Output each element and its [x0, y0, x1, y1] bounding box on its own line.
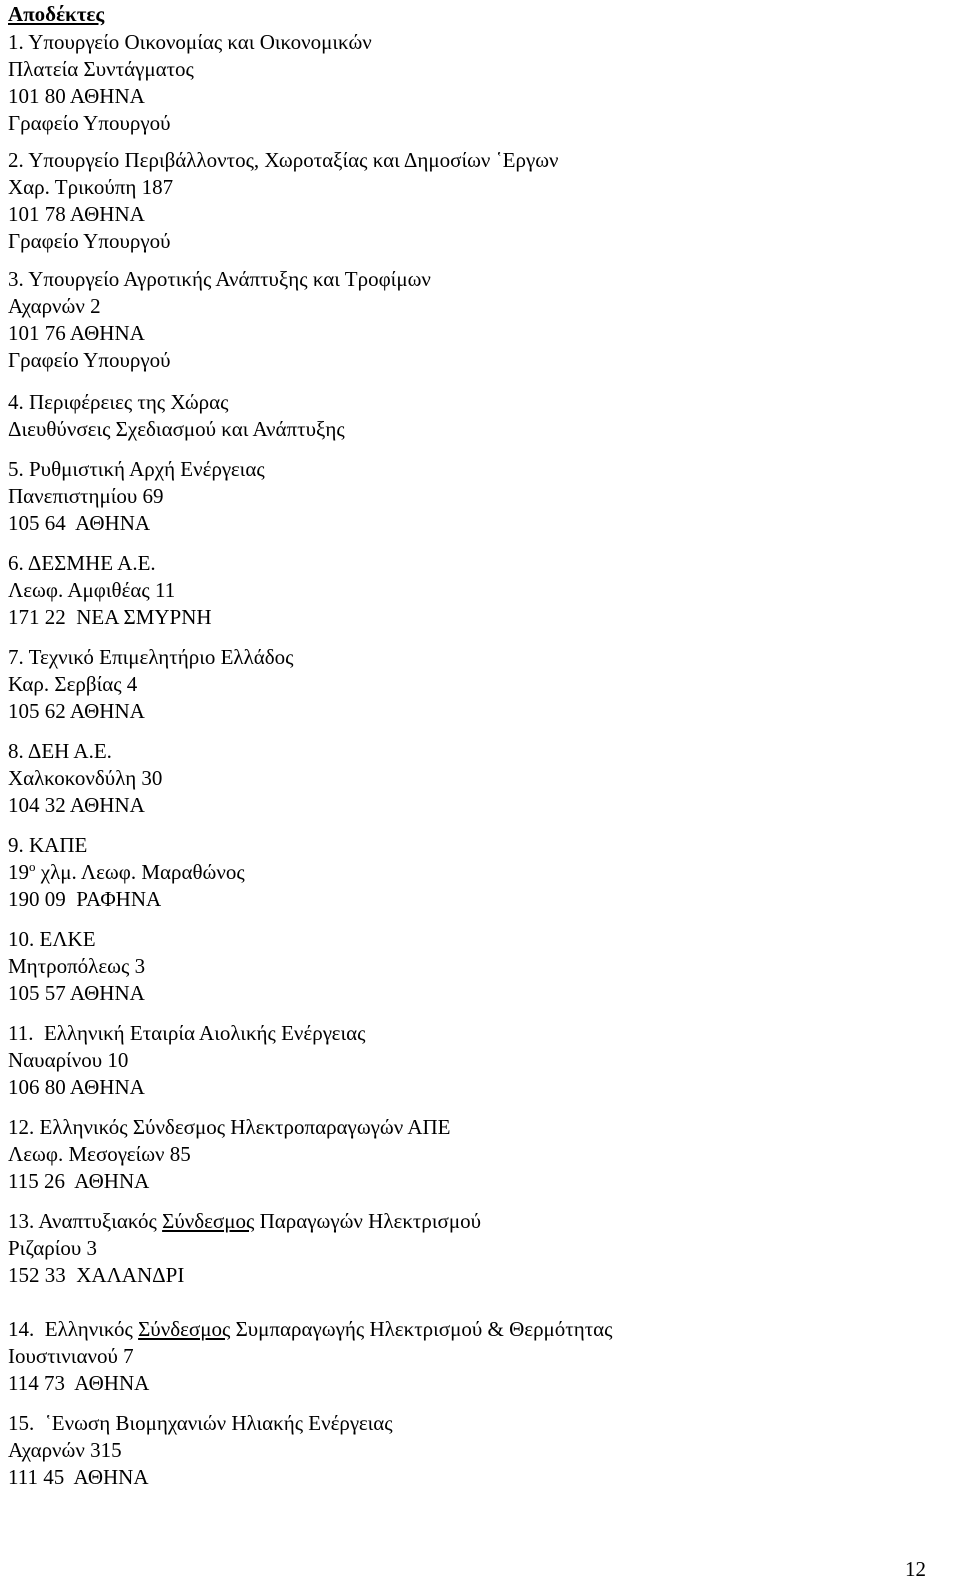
recipient-3-title: 3. Υπουργείο Αγροτικής Ανάπτυξης και Τροφίμων — [8, 267, 431, 291]
recipient-12-line-2: 115 26 ΑΘΗΝΑ — [8, 1169, 150, 1193]
recipient-3-line-1: Αχαρνών 2 — [8, 294, 101, 318]
recipient-6-line-1: Λεωφ. Αμφιθέας 11 — [8, 578, 176, 602]
document-page — [8, 0, 948, 1594]
recipient-2-line-1: Χαρ. Τρικούπη 187 — [8, 175, 174, 199]
recipient-12-line-1: Λεωφ. Μεσογείων 85 — [8, 1142, 191, 1166]
recipient-14-title-suffix: Συμπαραγωγής Ηλεκτρισμού & Θερμότητας — [230, 1317, 613, 1341]
recipient-14-line-2: 114 73 ΑΘΗΝΑ — [8, 1371, 150, 1395]
recipient-2-line-2: 101 78 ΑΘΗΝΑ — [8, 202, 145, 226]
recipient-8-line-2: 104 32 ΑΘΗΝΑ — [8, 793, 145, 817]
recipient-10-line-1: Μητροπόλεως 3 — [8, 954, 146, 978]
recipient-11-title: 11. Ελληνική Εταιρία Αιολικής Ενέργειας — [8, 1021, 366, 1045]
recipient-6-title: 6. ΔΕΣΜΗΕ Α.Ε. — [8, 551, 156, 575]
recipient-9-address — [8, 860, 245, 885]
recipient-13-title — [8, 1209, 481, 1234]
recipient-10-title: 10. ΕΛΚΕ — [8, 927, 96, 951]
recipient-4-line-1: Διευθύνσεις Σχεδιασμού και Ανάπτυξης — [8, 417, 345, 441]
recipient-4-title: 4. Περιφέρειες της Χώρας — [8, 390, 229, 414]
recipient-14-title-underlined: Σύνδεσμος — [138, 1317, 231, 1341]
recipient-15-line-2: 111 45 ΑΘΗΝΑ — [8, 1465, 149, 1489]
recipients-heading: Αποδέκτες — [8, 2, 105, 26]
recipient-2-line-3: Γραφείο Υπουργού — [8, 229, 171, 253]
recipient-5-line-1: Πανεπιστημίου 69 — [8, 484, 164, 508]
recipient-11-line-2: 106 80 ΑΘΗΝΑ — [8, 1075, 145, 1099]
recipient-10-line-2: 105 57 ΑΘΗΝΑ — [8, 981, 145, 1005]
recipient-7-line-1: Καρ. Σερβίας 4 — [8, 672, 138, 696]
recipient-15-title: 15. ῾Ενωση Βιομηχανιών Ηλιακής Ενέργειας — [8, 1411, 393, 1435]
recipient-13-line-1: Ριζαρίου 3 — [8, 1236, 98, 1260]
recipient-5-title: 5. Ρυθμιστική Αρχή Ενέργειας — [8, 457, 265, 481]
recipient-9-line-1: 190 09 ΡΑΦΗΝΑ — [8, 887, 162, 911]
recipient-14-title-prefix: 14. Ελληνικός — [8, 1317, 139, 1341]
page-number: 12 — [905, 1557, 926, 1581]
recipient-5-line-2: 105 64 ΑΘΗΝΑ — [8, 511, 151, 535]
recipient-8-line-1: Χαλκοκονδύλη 30 — [8, 766, 163, 790]
km-number: 19 — [8, 860, 29, 884]
recipient-13-title-prefix: 13. Αναπτυξιακός — [8, 1209, 163, 1233]
recipient-9-title: 9. ΚΑΠΕ — [8, 833, 88, 857]
recipient-2-title: 2. Υπουργείο Περιβάλλοντος, Χωροταξίας και Δημοσίων ῾Εργων — [8, 148, 559, 172]
recipient-7-line-2: 105 62 ΑΘΗΝΑ — [8, 699, 145, 723]
ordinal-superscript: ο — [29, 859, 36, 874]
recipient-1-line-1: Πλατεία Συντάγματος — [8, 57, 194, 81]
recipient-13-title-suffix: Παραγωγών Ηλεκτρισμού — [254, 1209, 481, 1233]
recipient-1-title: 1. Υπουργείο Οικονομίας και Οικονομικών — [8, 30, 372, 54]
recipient-1-line-3: Γραφείο Υπουργού — [8, 111, 171, 135]
recipient-14-title — [8, 1317, 613, 1342]
recipient-1-line-2: 101 80 ΑΘΗΝΑ — [8, 84, 145, 108]
recipient-7-title: 7. Τεχνικό Επιμελητήριο Ελλάδος — [8, 645, 294, 669]
recipient-15-line-1: Αχαρνών 315 — [8, 1438, 122, 1462]
km-road: χλμ. Λεωφ. Μαραθώνος — [35, 860, 245, 884]
recipient-6-line-2: 171 22 ΝΕΑ ΣΜΥΡΝΗ — [8, 605, 212, 629]
recipient-12-title: 12. Ελληνικός Σύνδεσμος Ηλεκτροπαραγωγών ΑΠΕ — [8, 1115, 451, 1139]
recipient-3-line-2: 101 76 ΑΘΗΝΑ — [8, 321, 145, 345]
recipient-13-title-underlined: Σύνδεσμος — [162, 1209, 255, 1233]
recipient-8-title: 8. ΔΕΗ Α.Ε. — [8, 739, 112, 763]
recipient-3-line-3: Γραφείο Υπουργού — [8, 348, 171, 372]
recipient-13-line-2: 152 33 ΧΑΛΑΝΔΡΙ — [8, 1263, 185, 1287]
recipient-14-line-1: Ιουστινιανού 7 — [8, 1344, 134, 1368]
recipient-11-line-1: Ναυαρίνου 10 — [8, 1048, 129, 1072]
